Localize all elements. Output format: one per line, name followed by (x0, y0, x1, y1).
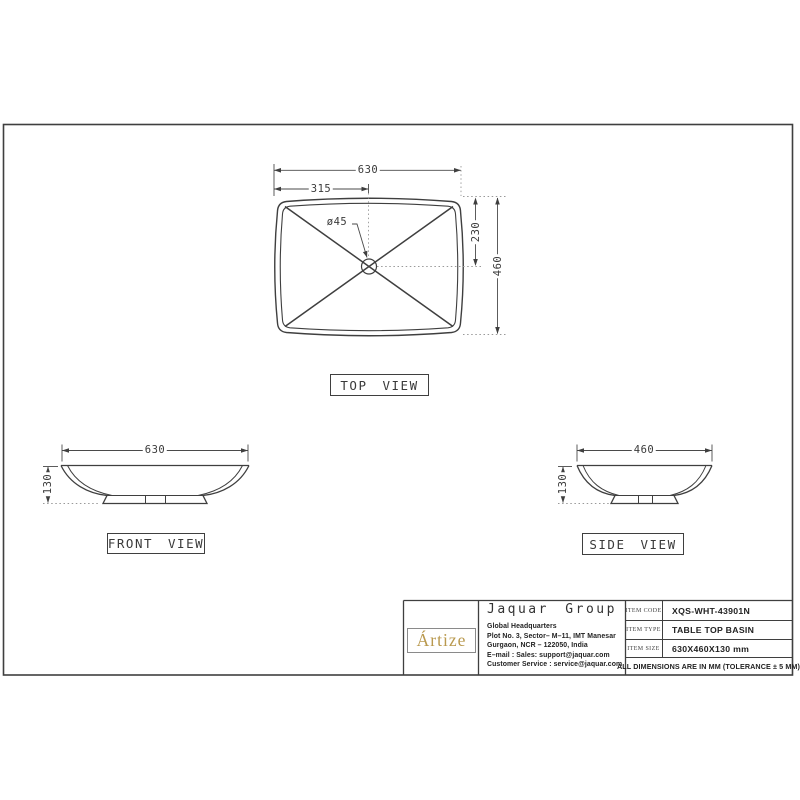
dim-side-width: 460 (633, 443, 655, 456)
top-view-dimension-lines (274, 164, 498, 334)
company-address (487, 622, 623, 670)
item-type-label: ITEM TYPE (626, 627, 661, 633)
item-code-label: ITEM CODE (625, 607, 662, 614)
address-line: Global Headquarters (487, 623, 557, 630)
dim-top-half-width: 315 (310, 182, 332, 195)
top-view-label: TOP VIEW (330, 374, 429, 396)
address-line: E–mail : Sales: support@jaquar.com (487, 651, 610, 659)
top-view-extension-lines (369, 166, 509, 335)
address-line: Plot No. 3, Sector– M–11, IMT Manesar (487, 632, 616, 640)
item-size-value: 630X460X130 mm (672, 643, 750, 654)
side-view-label: SIDE VIEW (582, 533, 684, 555)
dim-front-height: 130 (41, 473, 54, 495)
side-view-outline (577, 466, 712, 504)
item-size-label: ITEM SIZE (627, 645, 660, 652)
tolerance-note: ALL DIMENSIONS ARE IN MM (TOLERANCE ± 5 MM) (617, 661, 800, 671)
page-frame (4, 125, 800, 676)
dim-top-half-depth: 230 (469, 221, 482, 243)
front-view-label: FRONT VIEW (107, 533, 205, 554)
dim-top-width: 630 (357, 163, 379, 176)
address-line: Gurgaon, NCR – 122050, India (487, 642, 588, 650)
company-name: Jaquar Group (487, 602, 617, 617)
dim-front-width: 630 (144, 443, 166, 456)
side-view-dimension-arrows (561, 448, 712, 503)
dim-side-height: 130 (556, 473, 569, 495)
top-view-outline (275, 198, 464, 336)
front-view-outline (61, 466, 249, 504)
dim-drain-diameter: ø45 (326, 215, 348, 228)
basin-diagonals (285, 207, 453, 327)
artize-logo (407, 628, 476, 653)
artize-logo-text: Ártize (416, 629, 467, 650)
item-code-value: XQS-WHT-43901N (672, 605, 751, 616)
item-type-value: TABLE TOP BASIN (672, 625, 755, 635)
front-view-dimension-arrows (46, 448, 248, 503)
address-line: Customer Service : service@jaquar.com (487, 661, 623, 669)
dim-top-depth: 460 (491, 255, 504, 277)
